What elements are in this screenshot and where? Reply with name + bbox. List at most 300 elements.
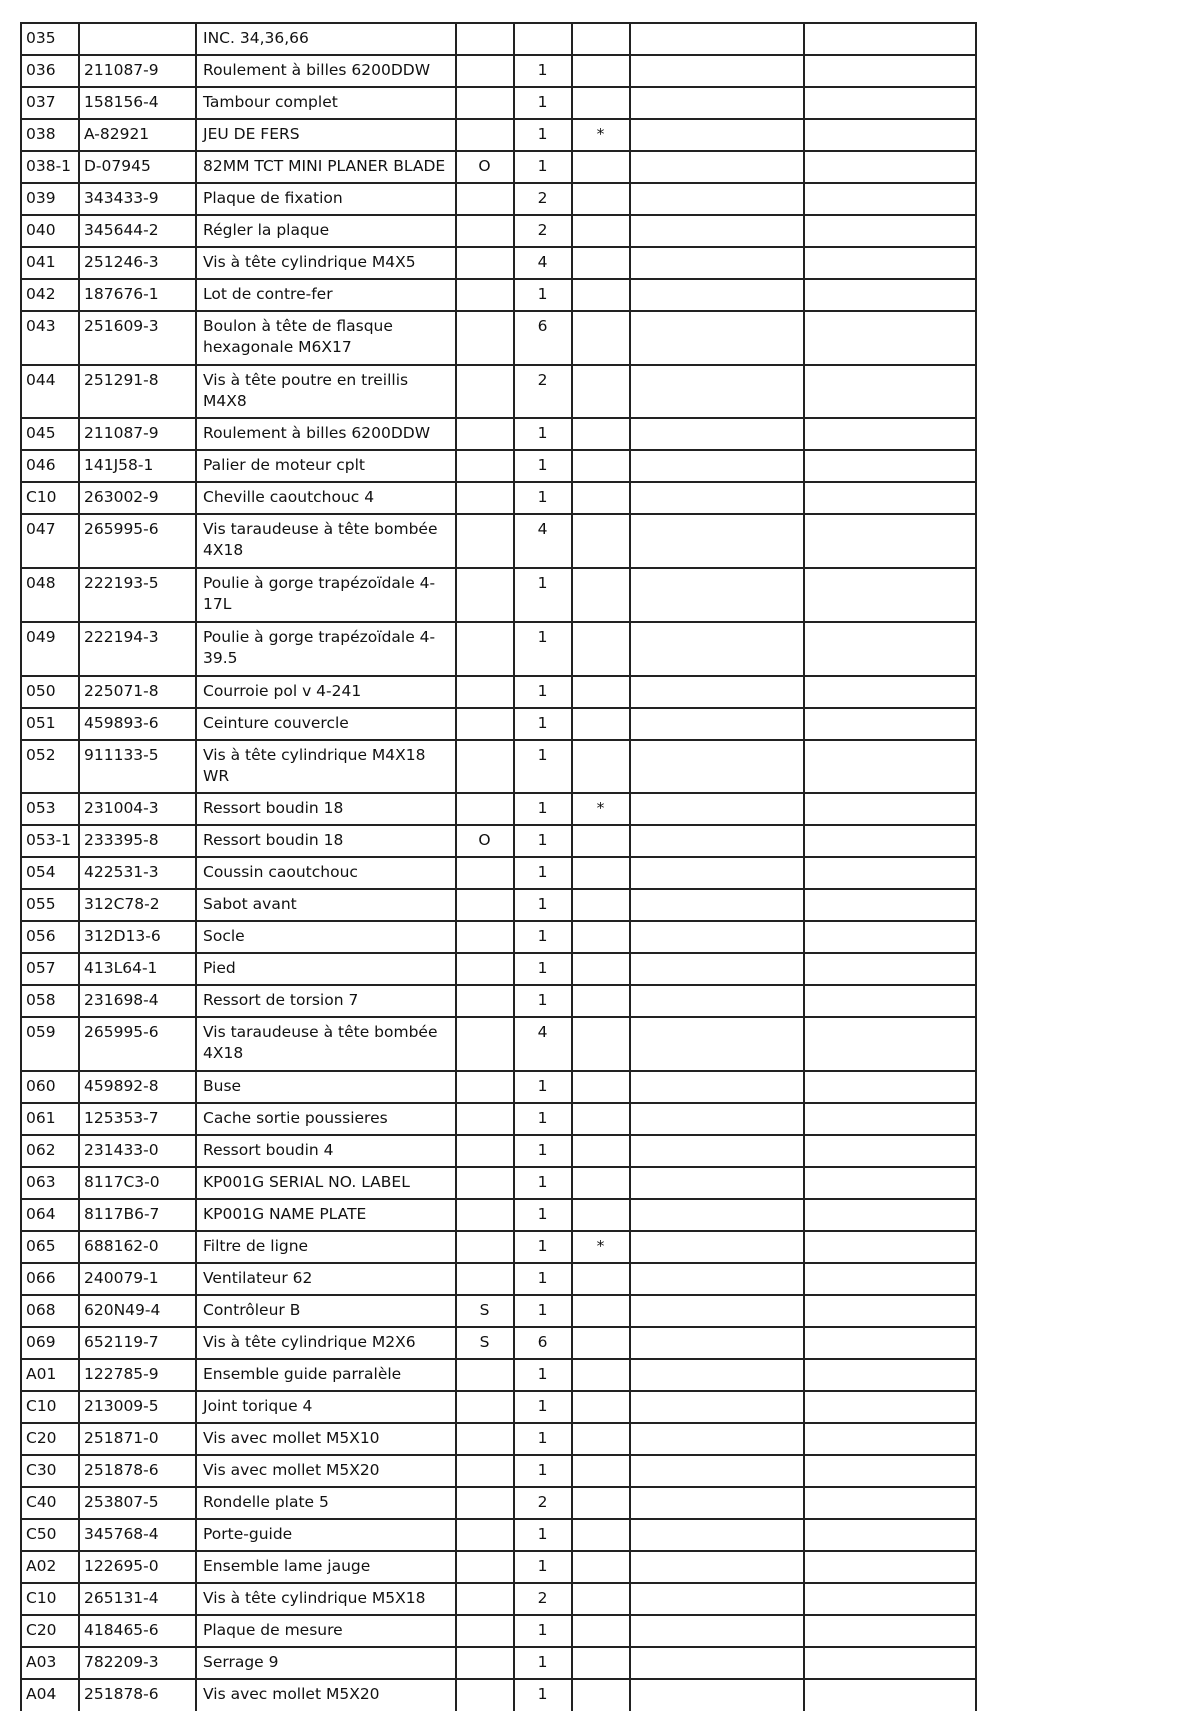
part-no-cell: 141J58-1 xyxy=(79,450,196,482)
empty-cell xyxy=(804,215,976,247)
part-no-cell: 240079-1 xyxy=(79,1263,196,1295)
note-cell xyxy=(456,482,514,514)
empty-cell xyxy=(630,1103,804,1135)
description-cell: KP001G SERIAL NO. LABEL xyxy=(196,1167,456,1199)
quantity-cell: 1 xyxy=(514,1455,572,1487)
mark-cell xyxy=(572,365,630,418)
item-no-cell: 041 xyxy=(21,247,79,279)
item-no-cell: 046 xyxy=(21,450,79,482)
empty-cell xyxy=(630,889,804,921)
note-cell xyxy=(456,279,514,311)
item-no-cell: 066 xyxy=(21,1263,79,1295)
table-row xyxy=(21,514,976,568)
table-row xyxy=(21,985,976,1017)
item-no-cell: 061 xyxy=(21,1103,79,1135)
item-no-cell: 040 xyxy=(21,215,79,247)
table-row xyxy=(21,622,976,676)
quantity-cell: 1 xyxy=(514,1551,572,1583)
description-cell: Poulie à gorge trapézoïdale 4-17L xyxy=(196,568,456,622)
part-no-cell: 652119-7 xyxy=(79,1327,196,1359)
item-no-cell: A01 xyxy=(21,1359,79,1391)
table-row xyxy=(21,921,976,953)
quantity-cell: 6 xyxy=(514,311,572,365)
table-row xyxy=(21,311,976,365)
empty-cell xyxy=(630,568,804,622)
item-no-cell: C50 xyxy=(21,1519,79,1551)
empty-cell xyxy=(630,365,804,418)
quantity-cell: 1 xyxy=(514,676,572,708)
quantity-cell: 1 xyxy=(514,857,572,889)
mark-cell xyxy=(572,1263,630,1295)
table-row xyxy=(21,1583,976,1615)
table-row xyxy=(21,215,976,247)
item-no-cell: 068 xyxy=(21,1295,79,1327)
note-cell xyxy=(456,311,514,365)
item-no-cell: C40 xyxy=(21,1487,79,1519)
empty-cell xyxy=(630,676,804,708)
item-no-cell: 051 xyxy=(21,708,79,740)
note-cell xyxy=(456,215,514,247)
quantity-cell: 1 xyxy=(514,1679,572,1711)
empty-cell xyxy=(630,1167,804,1199)
part-no-cell: D-07945 xyxy=(79,151,196,183)
description-cell: Boulon à tête de flasque hexagonale M6X17 xyxy=(196,311,456,365)
note-cell xyxy=(456,622,514,676)
empty-cell xyxy=(630,1679,804,1711)
parts-list-table xyxy=(20,22,977,1711)
empty-cell xyxy=(804,1231,976,1263)
mark-cell xyxy=(572,1135,630,1167)
empty-cell xyxy=(630,1263,804,1295)
note-cell xyxy=(456,1551,514,1583)
table-row xyxy=(21,1231,976,1263)
part-no-cell: 222194-3 xyxy=(79,622,196,676)
empty-cell xyxy=(630,708,804,740)
description-cell: Pied xyxy=(196,953,456,985)
empty-cell xyxy=(804,793,976,825)
mark-cell xyxy=(572,953,630,985)
description-cell: Palier de moteur cplt xyxy=(196,450,456,482)
empty-cell xyxy=(630,482,804,514)
quantity-cell: 1 xyxy=(514,418,572,450)
mark-cell xyxy=(572,740,630,793)
part-no-cell: 8117B6-7 xyxy=(79,1199,196,1231)
quantity-cell: 1 xyxy=(514,1295,572,1327)
description-cell: Roulement à billes 6200DDW xyxy=(196,55,456,87)
table-row xyxy=(21,1263,976,1295)
quantity-cell: 4 xyxy=(514,514,572,568)
empty-cell xyxy=(630,921,804,953)
empty-cell xyxy=(630,1647,804,1679)
empty-cell xyxy=(630,1359,804,1391)
description-cell: Ceinture couvercle xyxy=(196,708,456,740)
empty-cell xyxy=(804,1519,976,1551)
note-cell xyxy=(456,1103,514,1135)
part-no-cell: 222193-5 xyxy=(79,568,196,622)
empty-cell xyxy=(804,1327,976,1359)
item-no-cell: 038-1 xyxy=(21,151,79,183)
note-cell xyxy=(456,1263,514,1295)
quantity-cell: 1 xyxy=(514,1391,572,1423)
part-no-cell xyxy=(79,23,196,55)
part-no-cell: 418465-6 xyxy=(79,1615,196,1647)
quantity-cell: 1 xyxy=(514,568,572,622)
item-no-cell: 063 xyxy=(21,1167,79,1199)
mark-cell xyxy=(572,418,630,450)
item-no-cell: 047 xyxy=(21,514,79,568)
description-cell: Vis à tête cylindrique M4X5 xyxy=(196,247,456,279)
note-cell xyxy=(456,1519,514,1551)
item-no-cell: 044 xyxy=(21,365,79,418)
description-cell: KP001G NAME PLATE xyxy=(196,1199,456,1231)
empty-cell xyxy=(804,985,976,1017)
item-no-cell: 054 xyxy=(21,857,79,889)
note-cell xyxy=(456,418,514,450)
empty-cell xyxy=(630,311,804,365)
item-no-cell: C20 xyxy=(21,1423,79,1455)
empty-cell xyxy=(804,622,976,676)
description-cell: Ressort de torsion 7 xyxy=(196,985,456,1017)
quantity-cell: 1 xyxy=(514,1519,572,1551)
empty-cell xyxy=(630,1071,804,1103)
quantity-cell: 1 xyxy=(514,622,572,676)
description-cell: Vis avec mollet M5X20 xyxy=(196,1455,456,1487)
part-no-cell: 253807-5 xyxy=(79,1487,196,1519)
mark-cell xyxy=(572,1455,630,1487)
empty-cell xyxy=(630,857,804,889)
empty-cell xyxy=(630,793,804,825)
table-row xyxy=(21,1359,976,1391)
mark-cell xyxy=(572,1199,630,1231)
part-no-cell: 233395-8 xyxy=(79,825,196,857)
quantity-cell: 1 xyxy=(514,889,572,921)
note-cell xyxy=(456,1391,514,1423)
table-row xyxy=(21,87,976,119)
part-no-cell: 620N49-4 xyxy=(79,1295,196,1327)
note-cell xyxy=(456,708,514,740)
item-no-cell: 050 xyxy=(21,676,79,708)
description-cell: Lot de contre-fer xyxy=(196,279,456,311)
table-row xyxy=(21,676,976,708)
empty-cell xyxy=(804,740,976,793)
empty-cell xyxy=(804,1551,976,1583)
note-cell xyxy=(456,247,514,279)
mark-cell xyxy=(572,1071,630,1103)
part-no-cell: 263002-9 xyxy=(79,482,196,514)
part-no-cell: 251871-0 xyxy=(79,1423,196,1455)
quantity-cell: 1 xyxy=(514,793,572,825)
item-no-cell: 048 xyxy=(21,568,79,622)
table-row xyxy=(21,247,976,279)
empty-cell xyxy=(804,1199,976,1231)
empty-cell xyxy=(630,1455,804,1487)
part-no-cell: 459892-8 xyxy=(79,1071,196,1103)
mark-cell xyxy=(572,622,630,676)
empty-cell xyxy=(630,1295,804,1327)
table-row xyxy=(21,183,976,215)
note-cell: S xyxy=(456,1295,514,1327)
mark-cell xyxy=(572,1519,630,1551)
quantity-cell: 6 xyxy=(514,1327,572,1359)
quantity-cell: 1 xyxy=(514,985,572,1017)
empty-cell xyxy=(804,119,976,151)
description-cell: Vis à tête cylindrique M2X6 xyxy=(196,1327,456,1359)
note-cell xyxy=(456,1071,514,1103)
quantity-cell: 1 xyxy=(514,1423,572,1455)
item-no-cell: A02 xyxy=(21,1551,79,1583)
mark-cell xyxy=(572,1423,630,1455)
table-row xyxy=(21,450,976,482)
empty-cell xyxy=(804,1103,976,1135)
quantity-cell: 1 xyxy=(514,87,572,119)
empty-cell xyxy=(804,1135,976,1167)
empty-cell xyxy=(804,1615,976,1647)
table-row xyxy=(21,1295,976,1327)
item-no-cell: 058 xyxy=(21,985,79,1017)
table-row xyxy=(21,1327,976,1359)
note-cell xyxy=(456,568,514,622)
part-no-cell: 265995-6 xyxy=(79,1017,196,1071)
table-row xyxy=(21,857,976,889)
part-no-cell: 231698-4 xyxy=(79,985,196,1017)
quantity-cell: 1 xyxy=(514,55,572,87)
part-no-cell: 251878-6 xyxy=(79,1455,196,1487)
note-cell xyxy=(456,1679,514,1711)
description-cell: Vis taraudeuse à tête bombée 4X18 xyxy=(196,1017,456,1071)
item-no-cell: 045 xyxy=(21,418,79,450)
quantity-cell: 1 xyxy=(514,1167,572,1199)
part-no-cell: A-82921 xyxy=(79,119,196,151)
description-cell: 82MM TCT MINI PLANER BLADE xyxy=(196,151,456,183)
note-cell xyxy=(456,921,514,953)
table-row xyxy=(21,418,976,450)
item-no-cell: 037 xyxy=(21,87,79,119)
note-cell xyxy=(456,1167,514,1199)
description-cell: Poulie à gorge trapézoïdale 4-39.5 xyxy=(196,622,456,676)
quantity-cell: 1 xyxy=(514,450,572,482)
table-row xyxy=(21,151,976,183)
mark-cell xyxy=(572,55,630,87)
description-cell: Sabot avant xyxy=(196,889,456,921)
note-cell xyxy=(456,1135,514,1167)
item-no-cell: 055 xyxy=(21,889,79,921)
quantity-cell: 2 xyxy=(514,1583,572,1615)
empty-cell xyxy=(804,889,976,921)
table-row xyxy=(21,482,976,514)
table-row xyxy=(21,740,976,793)
quantity-cell: 1 xyxy=(514,1103,572,1135)
part-no-cell: 251878-6 xyxy=(79,1679,196,1711)
note-cell xyxy=(456,793,514,825)
empty-cell xyxy=(804,514,976,568)
empty-cell xyxy=(630,450,804,482)
note-cell xyxy=(456,1615,514,1647)
part-no-cell: 265995-6 xyxy=(79,514,196,568)
empty-cell xyxy=(630,1615,804,1647)
empty-cell xyxy=(804,482,976,514)
empty-cell xyxy=(630,1231,804,1263)
description-cell: Cheville caoutchouc 4 xyxy=(196,482,456,514)
empty-cell xyxy=(630,119,804,151)
part-no-cell: 251609-3 xyxy=(79,311,196,365)
note-cell xyxy=(456,857,514,889)
description-cell: Ressort boudin 18 xyxy=(196,825,456,857)
item-no-cell: A04 xyxy=(21,1679,79,1711)
part-no-cell: 213009-5 xyxy=(79,1391,196,1423)
empty-cell xyxy=(804,311,976,365)
description-cell: Buse xyxy=(196,1071,456,1103)
quantity-cell: 1 xyxy=(514,740,572,793)
table-row xyxy=(21,1135,976,1167)
note-cell xyxy=(456,1423,514,1455)
note-cell xyxy=(456,1583,514,1615)
description-cell: Vis taraudeuse à tête bombée 4X18 xyxy=(196,514,456,568)
item-no-cell: 069 xyxy=(21,1327,79,1359)
table-row xyxy=(21,568,976,622)
part-no-cell: 187676-1 xyxy=(79,279,196,311)
item-no-cell: 056 xyxy=(21,921,79,953)
empty-cell xyxy=(804,857,976,889)
empty-cell xyxy=(630,279,804,311)
table-row xyxy=(21,1615,976,1647)
mark-cell xyxy=(572,889,630,921)
item-no-cell: C30 xyxy=(21,1455,79,1487)
empty-cell xyxy=(804,23,976,55)
mark-cell xyxy=(572,1615,630,1647)
part-no-cell: 231433-0 xyxy=(79,1135,196,1167)
empty-cell xyxy=(804,247,976,279)
table-row xyxy=(21,1551,976,1583)
note-cell xyxy=(456,1017,514,1071)
empty-cell xyxy=(804,953,976,985)
part-no-cell: 422531-3 xyxy=(79,857,196,889)
item-no-cell: 062 xyxy=(21,1135,79,1167)
item-no-cell: 052 xyxy=(21,740,79,793)
mark-cell xyxy=(572,1359,630,1391)
note-cell: O xyxy=(456,825,514,857)
part-no-cell: 911133-5 xyxy=(79,740,196,793)
mark-cell xyxy=(572,985,630,1017)
mark-cell xyxy=(572,151,630,183)
quantity-cell: 1 xyxy=(514,1263,572,1295)
mark-cell xyxy=(572,857,630,889)
quantity-cell: 2 xyxy=(514,215,572,247)
description-cell: Tambour complet xyxy=(196,87,456,119)
part-no-cell: 122785-9 xyxy=(79,1359,196,1391)
quantity-cell: 1 xyxy=(514,482,572,514)
empty-cell xyxy=(804,55,976,87)
item-no-cell: C10 xyxy=(21,482,79,514)
empty-cell xyxy=(630,1017,804,1071)
note-cell: O xyxy=(456,151,514,183)
description-cell: Ressort boudin 4 xyxy=(196,1135,456,1167)
note-cell xyxy=(456,23,514,55)
description-cell: Porte-guide xyxy=(196,1519,456,1551)
part-no-cell: 312D13-6 xyxy=(79,921,196,953)
note-cell xyxy=(456,450,514,482)
description-cell: Plaque de mesure xyxy=(196,1615,456,1647)
mark-cell xyxy=(572,568,630,622)
empty-cell xyxy=(804,87,976,119)
part-no-cell: 8117C3-0 xyxy=(79,1167,196,1199)
item-no-cell: 059 xyxy=(21,1017,79,1071)
quantity-cell: 1 xyxy=(514,1071,572,1103)
description-cell: Ressort boudin 18 xyxy=(196,793,456,825)
part-no-cell: 211087-9 xyxy=(79,418,196,450)
item-no-cell: C10 xyxy=(21,1583,79,1615)
mark-cell xyxy=(572,921,630,953)
note-cell xyxy=(456,985,514,1017)
quantity-cell: 1 xyxy=(514,825,572,857)
item-no-cell: 065 xyxy=(21,1231,79,1263)
quantity-cell: 1 xyxy=(514,953,572,985)
part-no-cell: 231004-3 xyxy=(79,793,196,825)
table-row xyxy=(21,1103,976,1135)
part-no-cell: 413L64-1 xyxy=(79,953,196,985)
mark-cell xyxy=(572,1103,630,1135)
description-cell: Ventilateur 62 xyxy=(196,1263,456,1295)
empty-cell xyxy=(804,1423,976,1455)
mark-cell xyxy=(572,1583,630,1615)
item-no-cell: 060 xyxy=(21,1071,79,1103)
empty-cell xyxy=(804,921,976,953)
mark-cell: * xyxy=(572,1231,630,1263)
empty-cell xyxy=(804,279,976,311)
empty-cell xyxy=(804,183,976,215)
note-cell xyxy=(456,676,514,708)
table-row xyxy=(21,889,976,921)
empty-cell xyxy=(630,418,804,450)
description-cell: Vis à tête cylindrique M5X18 xyxy=(196,1583,456,1615)
item-no-cell: 035 xyxy=(21,23,79,55)
mark-cell xyxy=(572,247,630,279)
note-cell xyxy=(456,119,514,151)
part-no-cell: 459893-6 xyxy=(79,708,196,740)
description-cell: Plaque de fixation xyxy=(196,183,456,215)
part-no-cell: 211087-9 xyxy=(79,55,196,87)
table-row xyxy=(21,23,976,55)
mark-cell xyxy=(572,1295,630,1327)
note-cell: S xyxy=(456,1327,514,1359)
mark-cell xyxy=(572,1167,630,1199)
empty-cell xyxy=(630,55,804,87)
item-no-cell: 064 xyxy=(21,1199,79,1231)
table-row xyxy=(21,708,976,740)
note-cell xyxy=(456,953,514,985)
mark-cell xyxy=(572,1551,630,1583)
quantity-cell: 1 xyxy=(514,1231,572,1263)
note-cell xyxy=(456,1359,514,1391)
description-cell: Vis avec mollet M5X20 xyxy=(196,1679,456,1711)
empty-cell xyxy=(630,247,804,279)
note-cell xyxy=(456,1487,514,1519)
mark-cell: * xyxy=(572,119,630,151)
item-no-cell: 038 xyxy=(21,119,79,151)
table-row xyxy=(21,1017,976,1071)
table-row xyxy=(21,793,976,825)
quantity-cell: 1 xyxy=(514,1647,572,1679)
item-no-cell: 042 xyxy=(21,279,79,311)
mark-cell xyxy=(572,1017,630,1071)
mark-cell xyxy=(572,1391,630,1423)
description-cell: Roulement à billes 6200DDW xyxy=(196,418,456,450)
empty-cell xyxy=(630,87,804,119)
quantity-cell: 2 xyxy=(514,365,572,418)
item-no-cell: 043 xyxy=(21,311,79,365)
table-row xyxy=(21,825,976,857)
description-cell: Coussin caoutchouc xyxy=(196,857,456,889)
note-cell xyxy=(456,365,514,418)
